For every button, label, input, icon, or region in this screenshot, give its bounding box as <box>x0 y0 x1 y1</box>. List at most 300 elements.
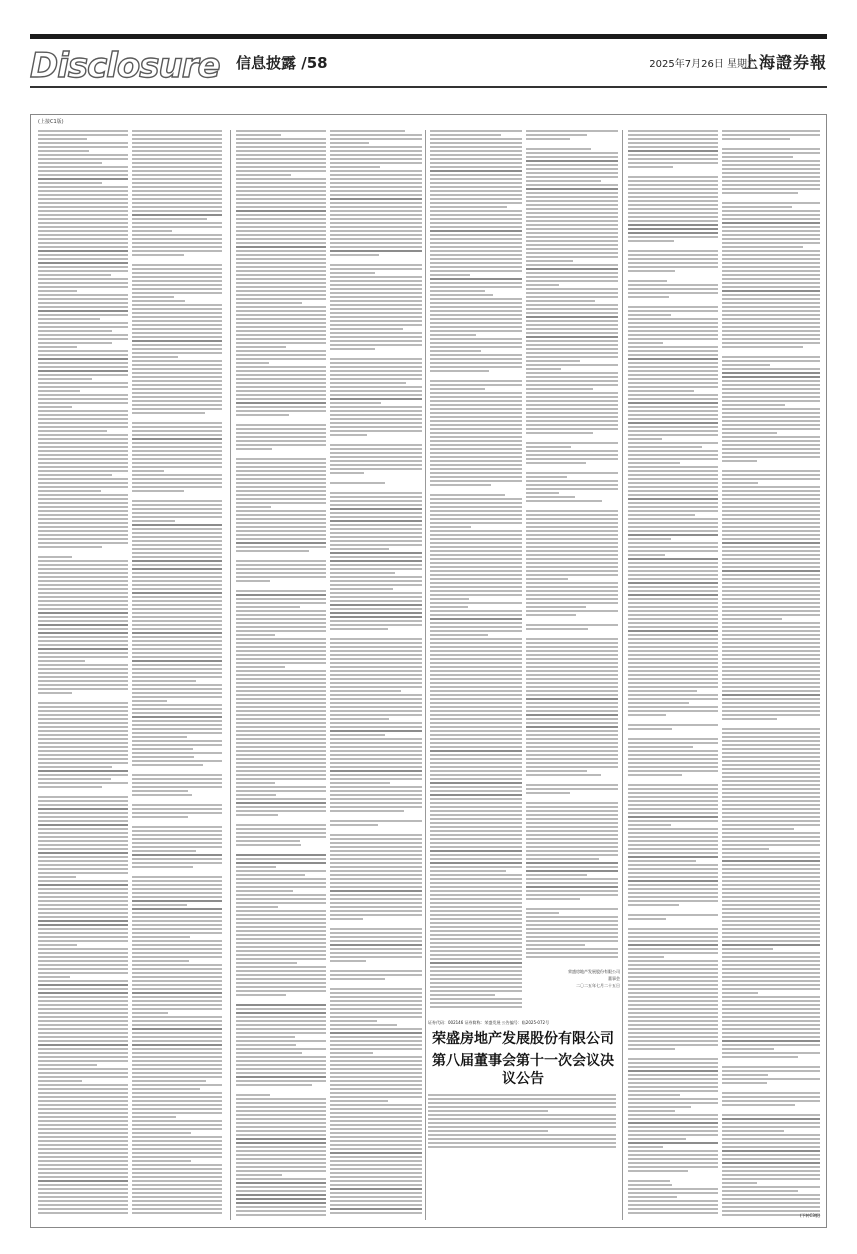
text-line <box>236 1004 326 1006</box>
text-line <box>38 506 128 508</box>
text-line <box>722 728 820 730</box>
text-line <box>628 828 718 830</box>
text-line <box>38 1200 128 1202</box>
text-line <box>628 1184 672 1186</box>
text-line <box>430 570 522 572</box>
text-line <box>330 182 422 184</box>
text-line <box>38 498 128 500</box>
text-line <box>722 436 820 438</box>
text-line <box>526 750 618 752</box>
text-line <box>330 932 422 934</box>
text-line <box>526 492 559 494</box>
text-line <box>132 996 222 998</box>
text-line <box>628 1204 718 1206</box>
text-line <box>526 746 618 748</box>
text-line <box>628 702 689 704</box>
text-line <box>330 1020 377 1022</box>
text-line <box>330 978 385 980</box>
text-line <box>628 490 718 492</box>
text-line <box>330 718 389 720</box>
text-line <box>722 202 820 204</box>
text-line <box>132 1104 222 1106</box>
text-line <box>628 1040 718 1042</box>
text-line <box>236 382 326 384</box>
text-line <box>526 678 618 680</box>
text-line <box>236 514 326 516</box>
text-line <box>330 536 422 538</box>
text-line <box>722 698 820 700</box>
text-line <box>132 912 222 914</box>
text-line <box>132 516 222 518</box>
text-line <box>236 318 326 320</box>
text-line <box>722 710 820 712</box>
masthead-top-rule <box>30 34 827 39</box>
text-line <box>132 928 222 930</box>
text-line <box>38 302 128 304</box>
text-line <box>132 720 222 722</box>
text-line <box>430 1006 522 1008</box>
text-line <box>132 700 167 702</box>
text-line <box>430 950 522 952</box>
text-line <box>628 254 718 256</box>
text-line <box>526 240 618 242</box>
text-line <box>132 130 222 132</box>
text-line <box>722 992 758 994</box>
text-line <box>430 970 522 972</box>
text-line <box>628 150 718 152</box>
text-line <box>430 262 522 264</box>
text-line <box>430 302 522 304</box>
text-line <box>38 1096 128 1098</box>
text-line <box>628 670 718 672</box>
text-line <box>526 420 618 422</box>
text-line <box>132 1096 222 1098</box>
text-line <box>236 674 326 676</box>
text-line <box>38 864 128 866</box>
text-line <box>330 1048 422 1050</box>
text-line <box>330 300 422 302</box>
text-line <box>722 482 758 484</box>
text-line <box>236 1012 326 1014</box>
text-line <box>722 1174 820 1176</box>
text-line <box>132 284 222 286</box>
text-line <box>132 214 222 216</box>
text-line <box>330 1072 422 1074</box>
text-line <box>722 916 820 918</box>
text-line <box>526 450 618 452</box>
text-line <box>236 662 326 664</box>
text-line <box>430 230 522 232</box>
text-line <box>236 974 326 976</box>
text-line <box>38 318 100 320</box>
text-line <box>330 914 422 916</box>
text-line <box>722 1028 820 1030</box>
text-line <box>430 746 522 748</box>
text-line <box>526 890 618 892</box>
text-line <box>628 514 695 516</box>
text-line <box>38 1056 128 1058</box>
text-line <box>430 278 522 280</box>
text-line <box>722 1150 820 1152</box>
text-line <box>722 816 820 818</box>
text-line <box>236 402 326 404</box>
text-line <box>236 618 326 620</box>
text-line <box>38 766 112 768</box>
text-line <box>132 932 222 934</box>
text-line <box>132 528 222 530</box>
text-line <box>722 294 820 296</box>
text-line <box>236 202 326 204</box>
text-line <box>38 334 128 336</box>
text-line <box>722 538 820 540</box>
text-line <box>628 130 718 132</box>
text-line <box>38 446 128 448</box>
text-line <box>236 870 326 872</box>
text-line <box>430 926 522 928</box>
text-line <box>330 366 422 368</box>
text-line <box>430 802 522 804</box>
text-line <box>628 1086 718 1088</box>
text-line <box>722 380 820 382</box>
text-line <box>722 188 820 190</box>
text-line <box>132 804 222 806</box>
text-line <box>38 984 128 986</box>
text-line <box>526 936 618 938</box>
text-line <box>236 746 326 748</box>
text-line <box>132 404 222 406</box>
text-line <box>236 946 326 948</box>
text-line <box>430 326 522 328</box>
text-line <box>628 358 718 360</box>
text-line <box>722 1158 820 1160</box>
text-line <box>722 558 820 560</box>
text-line <box>526 826 618 828</box>
text-line <box>38 964 128 966</box>
text-line <box>330 1052 373 1054</box>
text-line <box>38 142 128 144</box>
text-line <box>38 138 87 140</box>
text-line <box>132 704 222 706</box>
text-line <box>628 418 718 420</box>
text-line <box>430 638 522 640</box>
text-line <box>132 1128 222 1130</box>
text-line <box>236 538 326 540</box>
text-line <box>132 1008 222 1010</box>
text-line <box>628 262 718 264</box>
text-line <box>430 518 522 520</box>
text-line <box>722 868 820 870</box>
text-line <box>132 1156 222 1158</box>
text-line <box>132 1176 222 1178</box>
text-line <box>526 814 618 816</box>
text-line <box>132 470 164 472</box>
text-line <box>628 154 718 156</box>
text-line <box>430 338 522 340</box>
text-line <box>628 896 718 898</box>
text-line <box>722 1194 820 1196</box>
text-line <box>430 318 522 320</box>
text-line <box>330 960 366 962</box>
text-line <box>38 486 128 488</box>
text-line <box>132 512 222 514</box>
text-line <box>722 840 820 842</box>
text-line <box>132 1192 222 1194</box>
text-line <box>132 392 222 394</box>
text-line <box>38 254 128 256</box>
text-line <box>132 892 222 894</box>
text-line <box>236 210 326 212</box>
text-line <box>628 1032 718 1034</box>
text-line <box>236 802 326 804</box>
text-line <box>132 170 222 172</box>
text-line <box>722 360 820 362</box>
text-line <box>38 796 128 798</box>
text-line <box>330 758 422 760</box>
text-line <box>132 1184 222 1186</box>
text-line <box>132 324 222 326</box>
text-line <box>236 428 326 430</box>
text-line <box>236 710 326 712</box>
text-line <box>330 612 422 614</box>
text-line <box>430 834 522 836</box>
text-line <box>38 390 80 392</box>
text-line <box>526 694 618 696</box>
text-line <box>132 352 222 354</box>
text-line <box>38 692 72 694</box>
text-line <box>330 464 422 466</box>
text-line <box>132 1144 222 1146</box>
text-line <box>236 730 326 732</box>
text-line <box>722 164 820 166</box>
text-line <box>330 882 422 884</box>
text-line <box>722 356 820 358</box>
text-line <box>722 478 820 480</box>
text-line <box>330 1188 422 1190</box>
text-line <box>628 414 718 416</box>
text-line <box>526 280 618 282</box>
text-line <box>236 722 326 724</box>
text-line <box>430 298 522 300</box>
text-line <box>236 630 326 632</box>
text-line <box>38 1088 128 1090</box>
text-line <box>132 968 222 970</box>
text-line <box>132 226 222 228</box>
text-line <box>526 698 618 700</box>
text-line <box>722 618 782 620</box>
text-line <box>236 564 326 566</box>
text-line <box>236 926 326 928</box>
text-line <box>132 238 222 240</box>
text-line <box>628 852 718 854</box>
text-line <box>430 702 522 704</box>
text-line <box>330 430 422 432</box>
text-line <box>330 552 422 554</box>
text-line <box>236 742 326 744</box>
text-line <box>132 1036 222 1038</box>
text-line <box>330 1028 422 1030</box>
text-line <box>330 850 422 852</box>
text-line <box>330 138 422 140</box>
text-line <box>430 444 522 446</box>
text-line <box>236 162 326 164</box>
text-line <box>330 276 422 278</box>
text-line <box>526 172 618 174</box>
text-line <box>430 590 522 592</box>
text-line <box>236 214 326 216</box>
text-line <box>430 440 522 442</box>
text-line <box>132 458 222 460</box>
text-line <box>132 328 222 330</box>
text-line <box>330 1040 422 1042</box>
text-line <box>628 634 718 636</box>
text-line <box>330 616 422 618</box>
text-line <box>526 304 618 306</box>
text-line <box>132 344 222 346</box>
text-line <box>236 314 326 316</box>
text-line <box>628 208 718 210</box>
text-line <box>526 606 586 608</box>
text-line <box>330 750 422 752</box>
text-line <box>38 522 128 524</box>
text-line <box>526 554 618 556</box>
text-line <box>132 850 196 852</box>
text-line <box>628 530 718 532</box>
text-line <box>430 630 522 632</box>
text-line <box>132 356 178 358</box>
text-line <box>430 464 522 466</box>
text-line <box>722 470 820 472</box>
text-line <box>722 658 820 660</box>
text-line <box>330 1032 422 1034</box>
text-line <box>330 666 422 668</box>
text-line <box>330 706 422 708</box>
text-line <box>430 714 522 716</box>
text-line <box>526 168 618 170</box>
text-line <box>330 340 422 342</box>
text-column-1 <box>38 130 128 1216</box>
text-line <box>236 1118 326 1120</box>
text-line <box>330 638 422 640</box>
text-line <box>628 1188 718 1190</box>
text-line <box>628 626 718 628</box>
text-line <box>38 306 128 308</box>
text-line <box>526 912 559 914</box>
text-line <box>132 728 222 730</box>
text-line <box>236 432 326 434</box>
text-line <box>526 192 618 194</box>
text-line <box>722 314 820 316</box>
text-line <box>526 774 601 776</box>
text-line <box>38 900 128 902</box>
text-line <box>38 250 128 252</box>
text-line <box>38 726 128 728</box>
text-line <box>236 942 326 944</box>
text-line <box>132 1088 200 1090</box>
text-line <box>722 1020 820 1022</box>
text-line <box>722 1114 820 1116</box>
text-line <box>526 328 618 330</box>
text-line <box>132 1148 222 1150</box>
text-line <box>430 162 522 164</box>
text-line <box>330 548 389 550</box>
text-line <box>722 574 820 576</box>
text-line <box>38 840 128 842</box>
text-line <box>330 1000 422 1002</box>
text-line <box>526 624 618 626</box>
text-line <box>722 282 820 284</box>
text-line <box>330 948 422 950</box>
text-line <box>236 326 326 328</box>
text-line <box>330 1044 422 1046</box>
text-line <box>236 646 326 648</box>
text-line <box>722 346 803 348</box>
text-line <box>330 642 422 644</box>
text-line <box>132 380 222 382</box>
text-line <box>330 386 422 388</box>
text-line <box>236 882 326 884</box>
text-line <box>430 198 522 200</box>
text-line <box>236 138 326 140</box>
text-line <box>236 782 275 784</box>
text-line <box>722 852 820 854</box>
text-line <box>330 1108 422 1110</box>
text-line <box>38 702 128 704</box>
text-line <box>628 326 718 328</box>
text-line <box>38 234 128 236</box>
text-line <box>236 498 326 500</box>
text-line <box>132 372 222 374</box>
text-line <box>330 572 395 574</box>
text-line <box>38 198 128 200</box>
text-line <box>236 1044 296 1046</box>
text-line <box>236 814 278 816</box>
text-line <box>132 648 222 650</box>
text-line <box>430 778 522 780</box>
text-line <box>430 354 522 356</box>
text-line <box>132 916 222 918</box>
text-line <box>38 162 102 164</box>
text-line <box>526 646 618 648</box>
text-line <box>38 816 128 818</box>
text-line <box>430 678 522 680</box>
text-line <box>330 1148 422 1150</box>
text-line <box>330 154 422 156</box>
text-line <box>526 582 618 584</box>
text-line <box>526 472 618 474</box>
text-line <box>628 470 718 472</box>
text-line <box>132 1068 222 1070</box>
text-line <box>430 290 485 292</box>
text-line <box>722 1052 820 1054</box>
text-line <box>526 628 588 630</box>
text-line <box>722 590 820 592</box>
text-line <box>38 418 128 420</box>
text-line <box>526 928 618 930</box>
text-line <box>132 808 222 810</box>
text-line <box>628 848 718 850</box>
text-line <box>132 1208 222 1210</box>
text-line <box>722 904 820 906</box>
text-line <box>722 254 820 256</box>
text-line <box>430 306 522 308</box>
text-line <box>236 170 326 172</box>
text-line <box>132 1188 222 1190</box>
text-line <box>628 330 718 332</box>
text-line <box>38 860 128 862</box>
text-line <box>430 954 522 956</box>
text-line <box>38 612 128 614</box>
text-line <box>430 974 522 976</box>
